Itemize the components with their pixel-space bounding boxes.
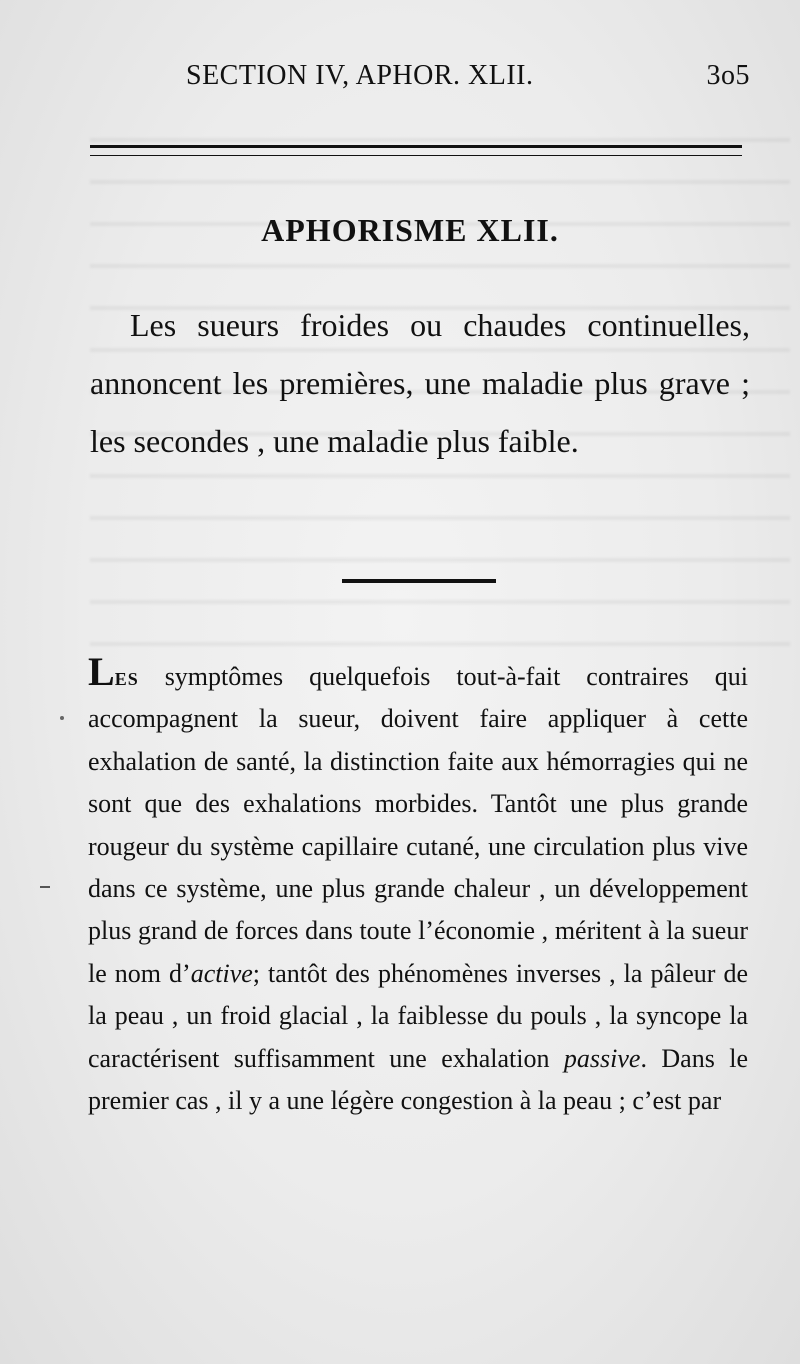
aphorism-title: APHORISME XLII. (261, 212, 559, 248)
commentary-text-3: . Dans le premier cas , il y a une légère congestion à la peau ; c’est par (88, 1043, 749, 1116)
commentary-paragraph (88, 649, 749, 1122)
margin-mark (40, 886, 50, 888)
commentary-text-1: symptômes quelquefois tout-à-fait contraires qui accompagnent la sueur, doivent faire appliquer à cette exhalation de santé, la distinction faite aux hémorragies qui ne sont que des exhalations morbides. Tantôt une plus grande rougeur du système capillaire cutané, une circulation plus vive dans ce système, une plus grande chaleur , un développement plus grand de forces dans toute l’économie , méritent à la sueur le nom d’ (88, 662, 748, 988)
italic-term-active: active (190, 958, 253, 988)
page-number: 3o5 (706, 60, 750, 91)
header-double-rule (90, 145, 742, 156)
drop-cap: L (88, 649, 115, 694)
section-divider-rule (342, 579, 496, 583)
margin-speck (60, 716, 64, 720)
running-head-section: SECTION IV, APHOR. XLII. (186, 60, 534, 91)
commentary-text-2: ; tantôt des phénomènes inverses , la pâleur de la peau , un froid glacial , la faiblesse du pouls , la syncope la caractérisent suffisamment une exhalation (88, 958, 748, 1073)
opening-small-caps: es (114, 662, 139, 691)
aphorism-text: Les sueurs froides ou chaudes continuelles, annoncent les premières, une maladie plus grave ; les secondes , une maladie plus faible. (90, 307, 750, 459)
italic-term-passive: passive (563, 1043, 641, 1073)
running-head (90, 60, 750, 100)
